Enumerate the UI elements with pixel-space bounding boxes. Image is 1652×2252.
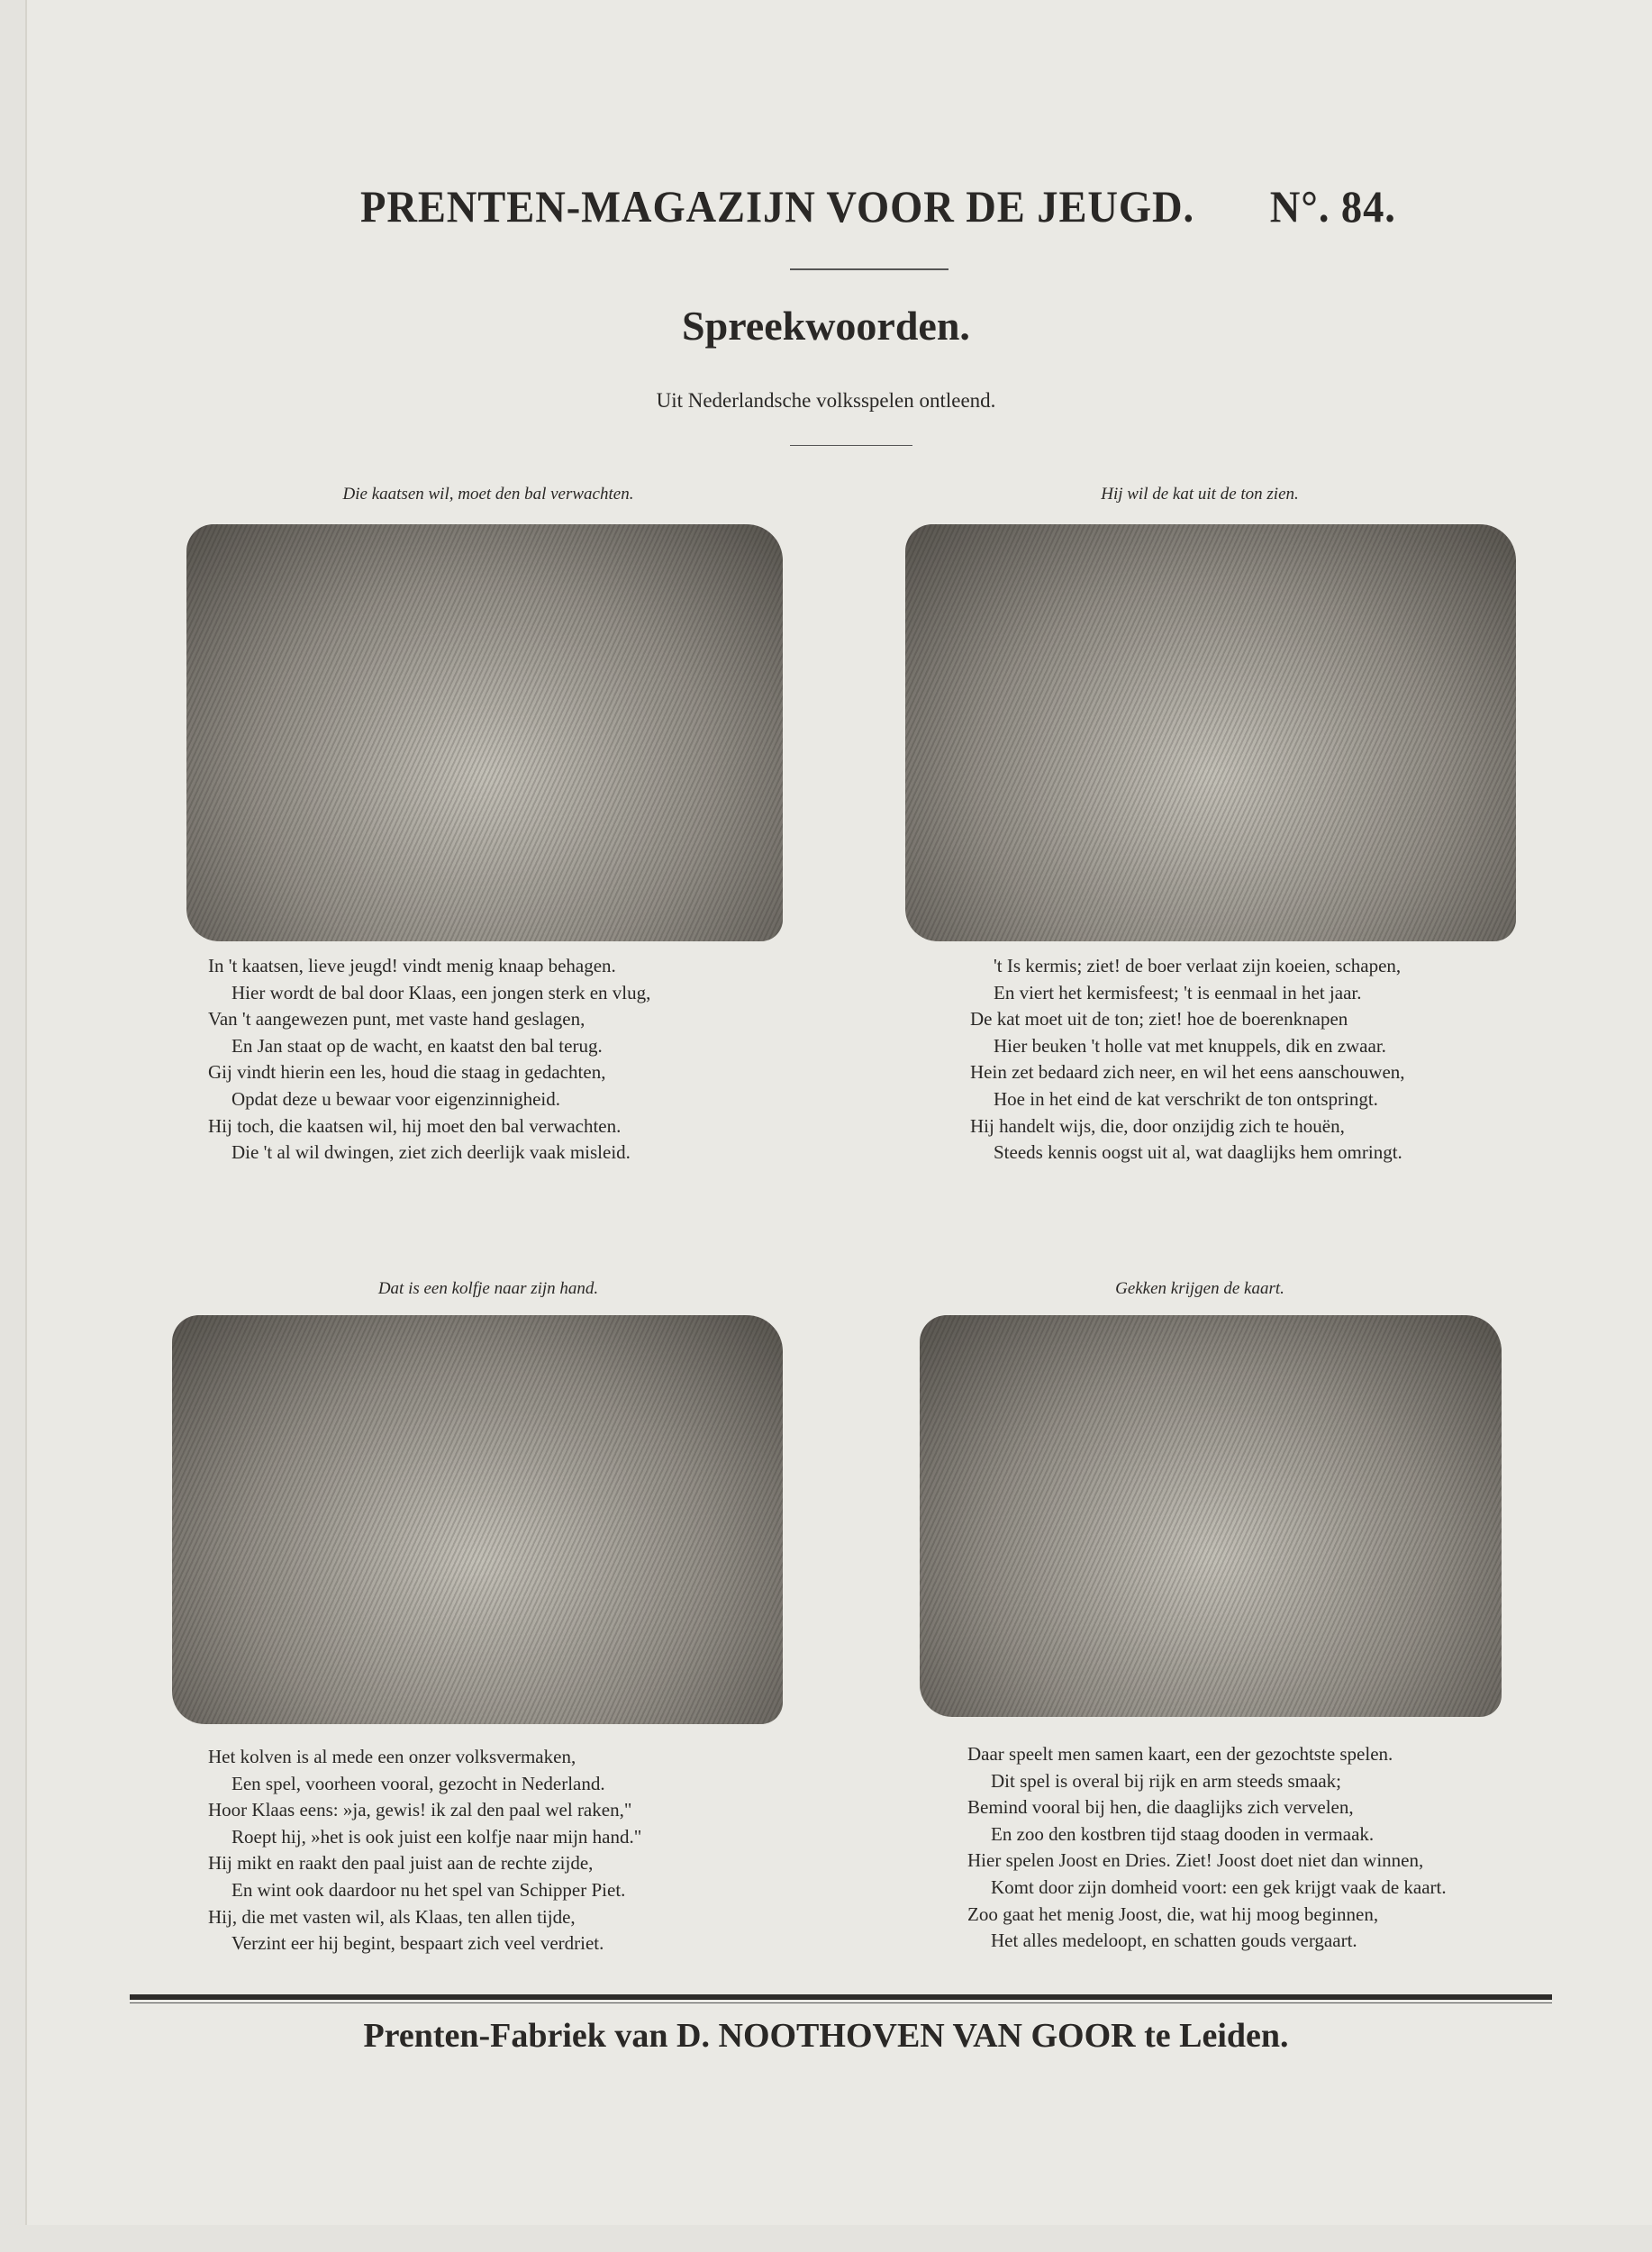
poem-line: Het alles medeloopt, en schatten gouds vergaart. [991,1930,1357,1952]
illustration-caption: Die kaatsen wil, moet den bal verwachten. [342,485,634,504]
poem-line: Roept hij, »het is ook juist een kolfje naar mijn hand." [231,1825,642,1848]
poem-line: Hier wordt de bal door Klaas, een jongen sterk en vlug, [231,981,651,1003]
poem-line: Daar speelt men samen kaart, een der gezochtste spelen. [967,1743,1393,1765]
poem [208,953,650,1167]
poem-line: Bemind vooral bij hen, die daaglijks zich vervelen, [967,1796,1354,1819]
illustration-caption: Gekken krijgen de kaart. [1115,1279,1284,1298]
poem-line: Die 't al wil dwingen, ziet zich deerlijk vaak misleid. [231,1141,631,1164]
illustration-caption: Hij wil de kat uit de ton zien. [1101,485,1299,504]
footer-rule-thin [130,2002,1552,2003]
section-heading: Spreekwoorden. [682,303,970,349]
poem-line: Hij toch, die kaatsen wil, hij moet den bal verwachten. [208,1114,622,1137]
poem-line: Het kolven is al mede een onzer volksvermaken, [208,1746,576,1767]
poem-line: Dit spel is overal bij rijk en arm steeds smaak; [991,1769,1341,1792]
poem-line: En zoo den kostbren tijd staag dooden in vermaak. [991,1822,1375,1845]
illustration-caption: Dat is een kolfje naar zijn hand. [377,1279,599,1298]
poem-line: Hij, die met vasten wil, als Klaas, ten allen tijde, [208,1905,576,1928]
poem-line: Verzint eer hij begint, bespaart zich veel verdriet. [231,1932,604,1955]
title-text: PRENTEN-MAGAZIJN VOOR DE JEUGD. [360,181,1195,232]
illustration-kolven [172,1315,783,1724]
poem [967,1741,1447,1955]
illustration-kat-uit-de-ton [905,524,1516,941]
poem-line: Opdat deze u bewaar voor eigenzinnigheid. [231,1087,561,1110]
subtitle: Uit Nederlandsche volksspelen ontleend. [656,389,996,412]
poem-line: Hij handelt wijs, die, door onzijdig zich te houën, [970,1114,1345,1137]
issue-number: N°. 84. [1269,181,1396,232]
poem-line: Hier spelen Joost en Dries. Ziet! Joost doet niet dan winnen, [967,1849,1424,1872]
poem-line: En wint ook daardoor nu het spel van Schipper Piet. [231,1878,626,1901]
poem-line: De kat moet uit de ton; ziet! hoe de boerenknapen [970,1008,1348,1031]
poem-line: En Jan staat op de wacht, en kaatst den bal terug. [231,1034,603,1057]
footer-rule [130,1994,1552,2000]
poem-line: Hoor Klaas eens: »ja, gewis! ik zal den paal wel raken," [208,1799,632,1821]
poem-line: Steeds kennis oogst uit al, wat daaglijks hem omringt. [994,1141,1402,1164]
poem-line: Een spel, voorheen vooral, gezocht in Nederland. [231,1772,605,1794]
divider [790,268,949,270]
poem-line: Van 't aangewezen punt, met vaste hand geslagen, [208,1008,585,1031]
poem-line: Hij mikt en raakt den paal juist aan de rechte zijde, [208,1852,594,1875]
poem-line: Zoo gaat het menig Joost, die, wat hij moog beginnen, [967,1902,1379,1925]
publisher-imprint: Prenten-Fabriek van D. NOOTHOVEN VAN GOOR te Leiden. [363,2017,1289,2055]
poem-line: Komt door zijn domheid voort: een gek krijgt vaak de kaart. [991,1875,1447,1898]
poem [970,953,1405,1167]
poem-line: Hein zet bedaard zich neer, en wil het eens aanschouwen, [970,1061,1405,1084]
poem-line: 't Is kermis; ziet! de boer verlaat zijn koeien, schapen, [994,955,1402,976]
poem-line: Gij vindt hierin een les, houd die staag in gedachten, [208,1061,606,1084]
page-title [360,180,1396,232]
poem-line: Hier beuken 't holle vat met knuppels, dik en zwaar. [994,1034,1386,1057]
poem [208,1744,641,1957]
poem-line: In 't kaatsen, lieve jeugd! vindt menig knaap behagen. [208,955,616,976]
poem-line: En viert het kermisfeest; 't is eenmaal in het jaar. [994,981,1362,1003]
illustration-kaatsen [186,524,783,941]
illustration-kaartspel [920,1315,1502,1717]
divider [790,445,912,446]
poem-line: Hoe in het eind de kat verschrikt de ton ontspringt. [994,1087,1378,1110]
